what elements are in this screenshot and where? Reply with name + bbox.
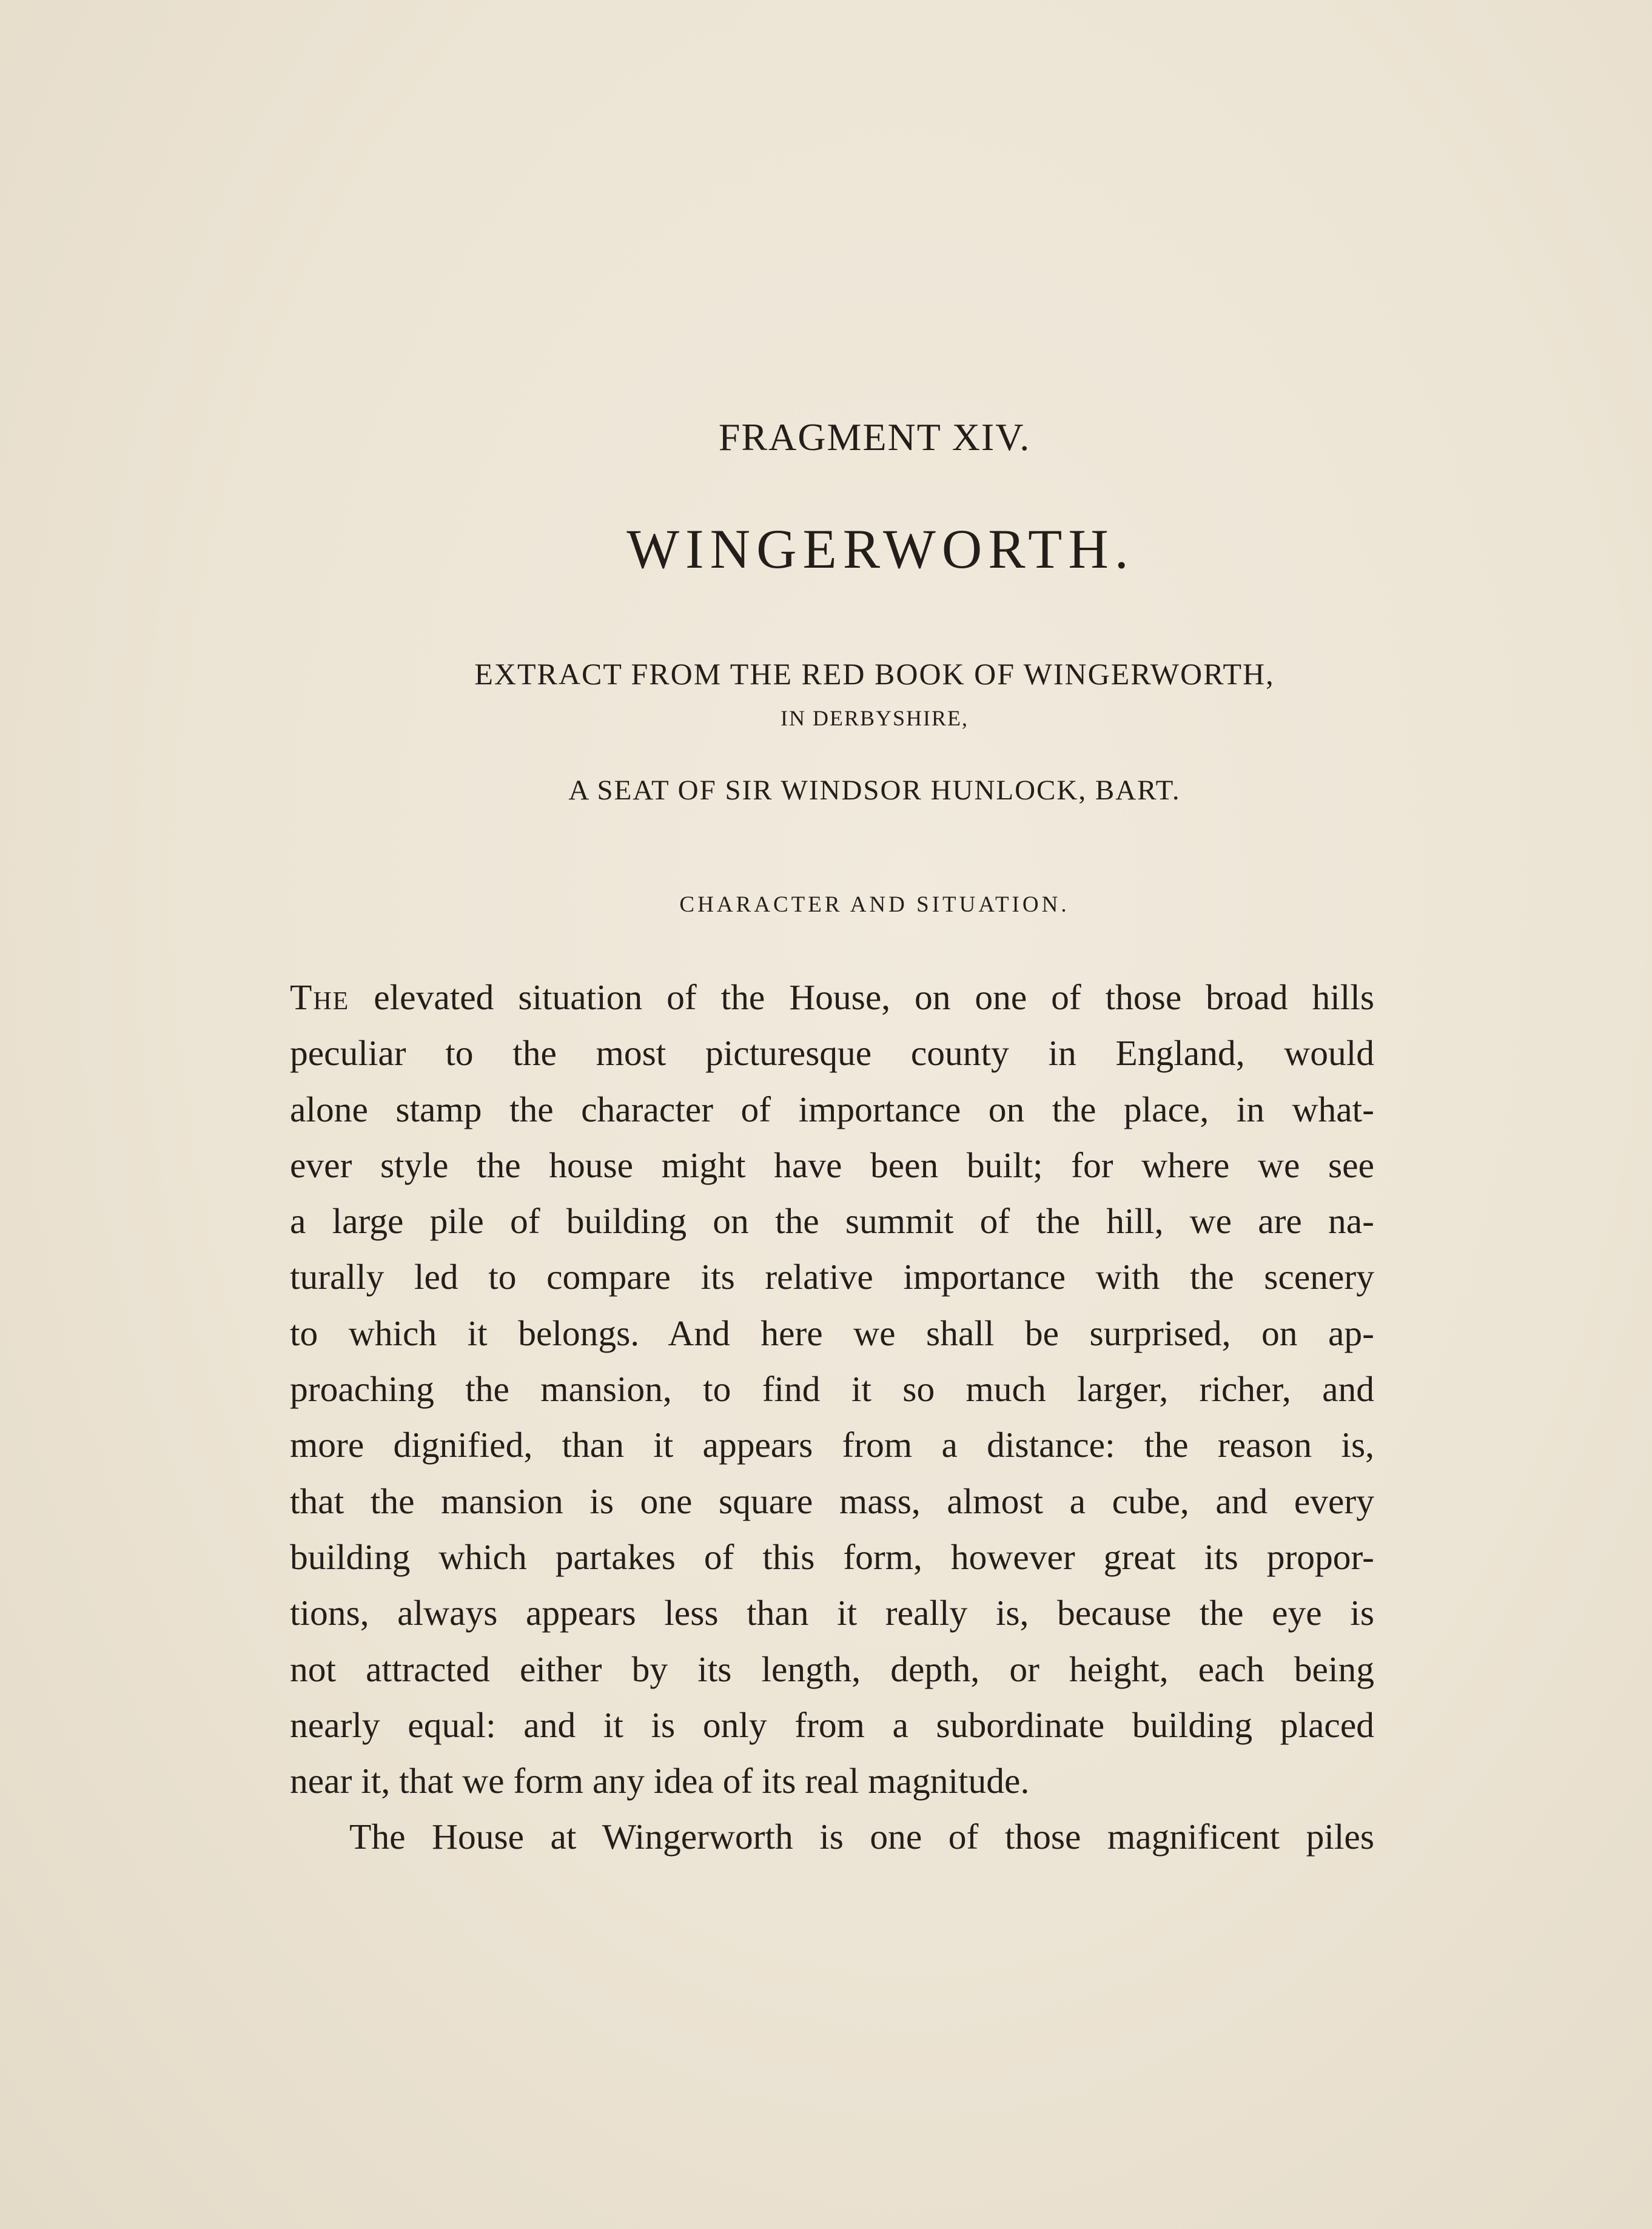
- text-line: not attracted either by its length, depth, or height, each being: [290, 1649, 1374, 1689]
- text-line: building which partakes of this form, however great its propor-: [290, 1536, 1374, 1577]
- text-line: near it, that we form any idea of its real magnitude.: [290, 1761, 1030, 1801]
- text-line: The House at Wingerworth is one of those magnificent piles: [349, 1817, 1374, 1857]
- opening-word: The: [290, 977, 350, 1017]
- text-line: a large pile of building on the summit of the hill, we are na-: [290, 1201, 1374, 1242]
- body-text: [290, 969, 1374, 1865]
- text-line: ever style the house might have been built; for where we see: [290, 1145, 1374, 1185]
- text-line: proaching the mansion, to find it so much larger, richer, and: [290, 1369, 1374, 1410]
- text-line: [290, 969, 1374, 1025]
- text-line: to which it belongs. And here we shall be surprised, on ap-: [290, 1313, 1374, 1353]
- text-line: alone stamp the character of importance on the place, in what-: [290, 1089, 1374, 1129]
- text-line: peculiar to the most picturesque county in England, would: [290, 1033, 1374, 1074]
- seat-subtitle: A SEAT OF SIR WINDSOR HUNLOCK, BART.: [568, 775, 1181, 806]
- text-line: that the mansion is one square mass, almost a cube, and every: [290, 1481, 1374, 1521]
- fragment-heading: FRAGMENT XIV.: [718, 415, 1031, 459]
- text-line: turally led to compare its relative importance with the scenery: [290, 1257, 1374, 1297]
- section-heading: CHARACTER AND SITUATION.: [679, 892, 1070, 917]
- text-line: tions, always appears less than it really is, because the eye is: [290, 1593, 1374, 1633]
- county-subtitle: IN DERBYSHIRE,: [780, 706, 969, 730]
- text-line: more dignified, than it appears from a distance: the reason is,: [290, 1425, 1374, 1465]
- extract-subtitle: EXTRACT FROM THE RED BOOK OF WINGERWORTH,: [474, 657, 1275, 691]
- page-title: WINGERWORTH.: [626, 518, 1135, 580]
- text-line-content: elevated situation of the House, on one of those broad hills: [349, 977, 1374, 1017]
- text-line: nearly equal: and it is only from a subordinate building placed: [290, 1704, 1374, 1745]
